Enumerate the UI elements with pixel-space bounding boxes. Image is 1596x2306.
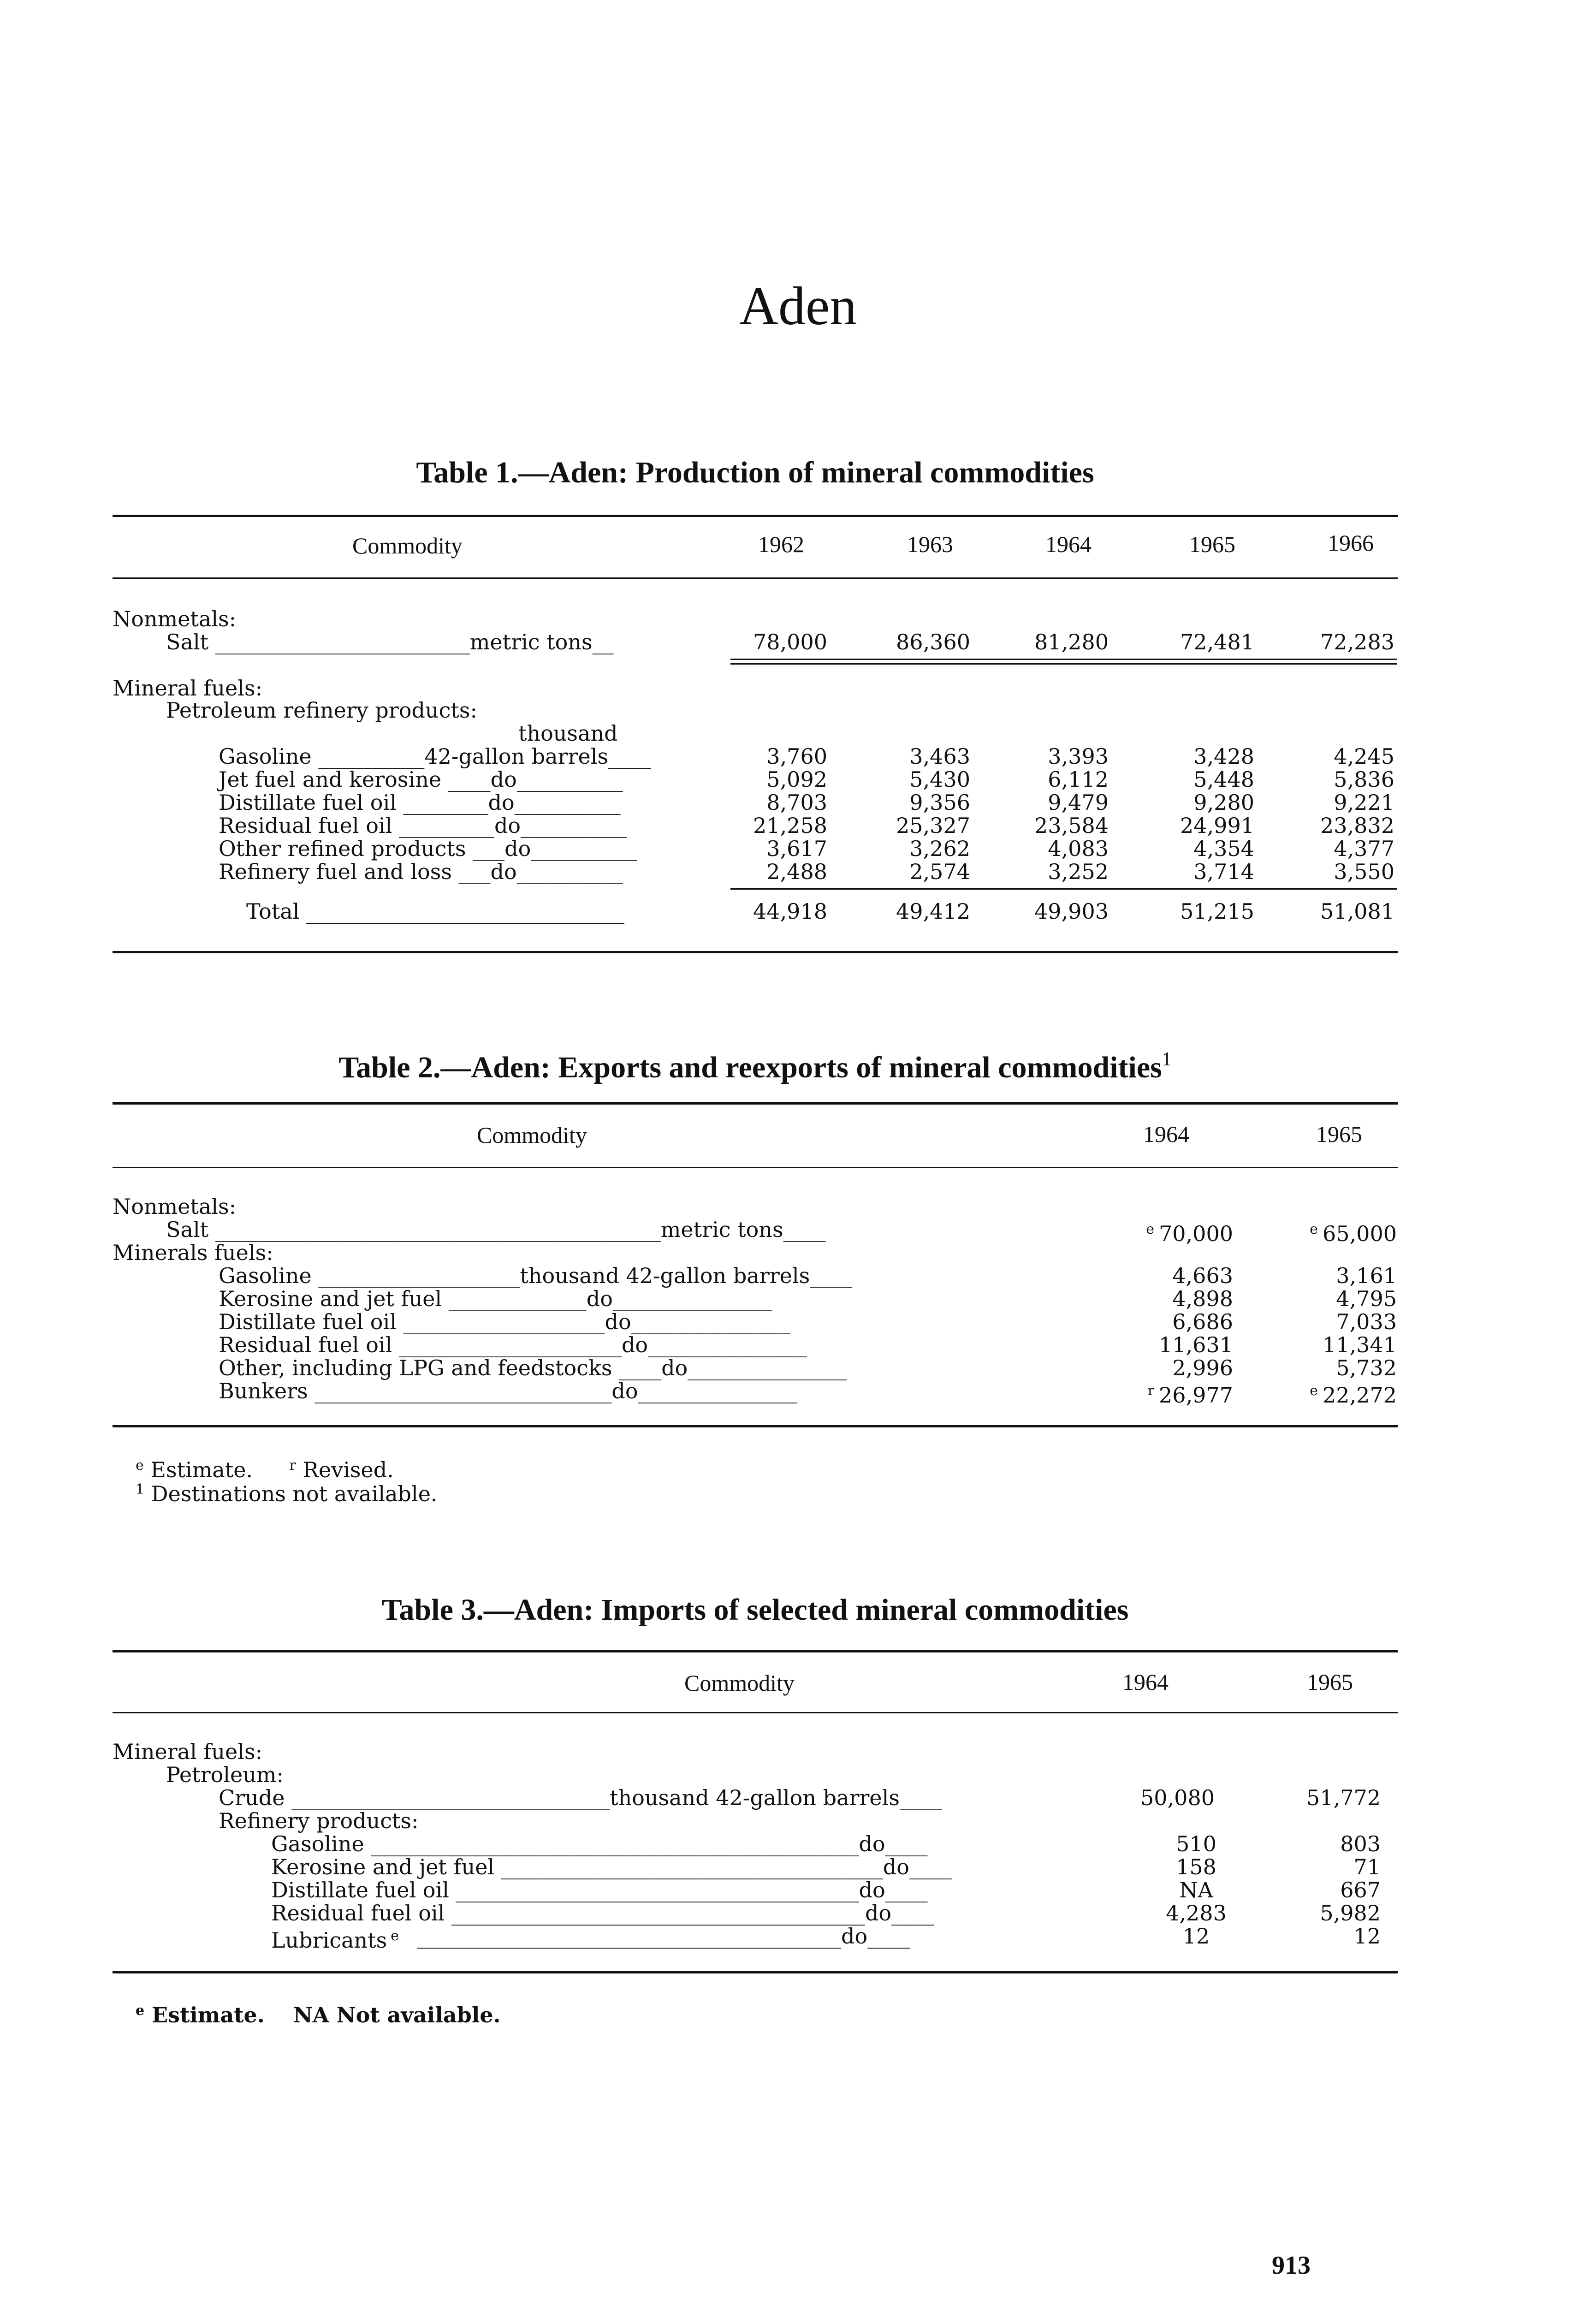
row-label: Petroleum refinery products: <box>166 698 477 723</box>
table-2-bottom-rule <box>113 1425 1398 1427</box>
cell-value: 49,903 <box>1034 899 1109 924</box>
table-row <box>113 1740 1398 1764</box>
table-row <box>113 1855 1398 1879</box>
cell-value: 11,341 <box>1323 1332 1397 1357</box>
row-label-leader: ________________________________________do____ <box>417 1924 910 1949</box>
cell-value: 3,428 <box>1193 744 1254 769</box>
cell-value: NA <box>1179 1878 1213 1902</box>
estimate-flag: e <box>1310 1383 1318 1399</box>
cell-value: 49,412 <box>896 899 970 924</box>
cell-value: 25,327 <box>896 813 970 838</box>
row-label: Nonmetals: <box>113 606 237 631</box>
cell-value: 9,221 <box>1334 790 1394 815</box>
table-1-header-year: 1965 <box>1189 531 1235 557</box>
table-1-header-rule <box>113 577 1398 579</box>
cell-value: 667 <box>1340 1878 1381 1902</box>
cell-value: 2,488 <box>766 859 827 884</box>
estimate-flag: e <box>391 1928 399 1944</box>
table-3-header-commodity: Commodity <box>684 1670 795 1696</box>
table-row <box>113 607 1398 631</box>
table-1-header-year: 1966 <box>1328 530 1374 556</box>
table-row <box>113 1241 1398 1265</box>
row-label: Residual fuel oil _________do__________ <box>219 813 627 838</box>
table-2-header-rule <box>113 1167 1398 1168</box>
cell-value: 6,112 <box>1048 767 1109 792</box>
row-label: Distillate fuel oil ________do__________ <box>219 790 621 815</box>
revised-flag: r <box>1147 1383 1155 1399</box>
row-label: Distillate fuel oil ______________________________________do____ <box>271 1878 928 1902</box>
cell-value: 44,918 <box>753 899 827 924</box>
table-row <box>113 676 1398 700</box>
total-rule <box>730 888 1397 890</box>
table-row <box>113 1832 1398 1856</box>
table-2-caption-text: Table 2.—Aden: Exports and reexports of mineral commodities <box>338 1051 1162 1084</box>
cell-value: 5,836 <box>1334 767 1394 792</box>
cell-value: 4,354 <box>1193 836 1254 861</box>
table-1-bottom-rule <box>113 951 1398 953</box>
table-2-header-year: 1965 <box>1316 1121 1362 1147</box>
cell-value: 24,991 <box>1180 813 1254 838</box>
cell-value: 50,080 <box>1140 1785 1215 1810</box>
cell-value: 5,430 <box>909 767 970 792</box>
cell-value: 5,982 <box>1320 1901 1381 1926</box>
cell-number: 26,977 <box>1159 1383 1233 1408</box>
cell-value <box>1081 1379 1233 1407</box>
cell-number: 22,272 <box>1323 1383 1397 1408</box>
table-1-header-year: 1962 <box>758 531 804 557</box>
row-label: Crude ______________________________thousand 42-gallon barrels____ <box>219 1785 942 1810</box>
row-label: Petroleum: <box>166 1762 284 1787</box>
table-3-header-year: 1965 <box>1307 1669 1353 1695</box>
estimate-flag: e <box>1310 1221 1318 1237</box>
row-label: Gasoline __________42-gallon barrels____ <box>219 744 651 769</box>
row-label: Salt ________________________metric tons__ <box>166 630 614 654</box>
row-label: Refinery fuel and loss ___do__________ <box>219 859 623 884</box>
cell-value: 6,686 <box>1172 1309 1233 1334</box>
table-2-caption-note: 1 <box>1162 1049 1172 1070</box>
table-1-header-year: 1963 <box>907 531 953 557</box>
row-label: Mineral fuels: <box>113 676 263 701</box>
cell-value: 4,377 <box>1334 836 1394 861</box>
table-row <box>113 721 1398 745</box>
cell-value: 4,795 <box>1336 1286 1397 1311</box>
row-label: Bunkers ____________________________do_______________ <box>219 1379 797 1403</box>
cell-value: 11,631 <box>1159 1332 1233 1357</box>
row-label: Distillate fuel oil ___________________do_______________ <box>219 1309 790 1334</box>
salt-underline-double <box>730 663 1397 665</box>
table-1-caption: Table 1.—Aden: Production of mineral commodities <box>416 456 1094 489</box>
table-1 <box>113 452 1398 959</box>
row-label: Mineral fuels: <box>113 1739 263 1764</box>
row-label: Kerosine and jet fuel _____________do_______________ <box>219 1286 772 1311</box>
table-row <box>113 1264 1398 1288</box>
row-label <box>271 1924 403 1952</box>
table-row <box>113 1287 1398 1311</box>
footnote-text: Estimate. <box>150 1457 253 1482</box>
cell-value: 86,360 <box>896 630 970 654</box>
table-row <box>113 1924 1398 1953</box>
table-row <box>113 1878 1398 1902</box>
cell-value: 510 <box>1176 1831 1216 1856</box>
table-3-top-rule <box>113 1650 1398 1652</box>
table-3-bottom-rule <box>113 1971 1398 1973</box>
cell-value: 71 <box>1353 1854 1381 1879</box>
row-label: thousand <box>518 721 618 746</box>
table-1-header-year: 1964 <box>1045 531 1092 557</box>
cell-value: 21,258 <box>753 813 827 838</box>
cell-value: 23,832 <box>1320 813 1394 838</box>
table-row <box>113 1901 1398 1925</box>
table-2-footnote-1 <box>136 1478 438 1506</box>
page-title: Aden <box>739 276 857 336</box>
table-2-top-rule <box>113 1102 1398 1105</box>
cell-value: 3,617 <box>766 836 827 861</box>
cell-value: 51,772 <box>1306 1785 1381 1810</box>
row-label: Nonmetals: <box>113 1194 237 1219</box>
cell-value: 3,463 <box>909 744 970 769</box>
row-label: Other refined products ___do__________ <box>219 836 637 861</box>
cell-value: 2,996 <box>1172 1355 1233 1380</box>
footnote-text: Estimate. <box>152 2003 265 2027</box>
table-row <box>113 1195 1398 1218</box>
cell-value: 4,283 <box>1166 1901 1227 1926</box>
table-row <box>113 1333 1398 1357</box>
table-row <box>113 1786 1398 1810</box>
cell-value: 9,280 <box>1193 790 1254 815</box>
cell-value <box>1242 1379 1397 1407</box>
table-row <box>113 630 1398 654</box>
table-row <box>113 1809 1398 1833</box>
cell-value: 12 <box>1353 1924 1381 1949</box>
row-label: Residual fuel oil _____________________do_______________ <box>219 1332 807 1357</box>
cell-value: 3,550 <box>1334 859 1394 884</box>
cell-value: 51,215 <box>1180 899 1254 924</box>
cell-value: 72,481 <box>1180 630 1254 654</box>
row-label: Salt __________________________________________metric tons____ <box>166 1217 826 1242</box>
footnote-mark: e <box>136 1457 144 1474</box>
cell-value: 803 <box>1340 1831 1381 1856</box>
row-label: Other, including LPG and feedstocks ____do_______________ <box>219 1355 847 1380</box>
cell-value: 8,703 <box>766 790 827 815</box>
table-3-caption: Table 3.—Aden: Imports of selected mineral commodities <box>381 1593 1129 1627</box>
table-row <box>113 698 1398 722</box>
footnote-text: Destinations not available. <box>151 1481 438 1506</box>
lubricants-label-start: Lubricants <box>271 1928 387 1953</box>
table-row <box>113 899 1398 923</box>
cell-value: 3,262 <box>909 836 970 861</box>
row-label: Gasoline ___________________thousand 42-gallon barrels____ <box>219 1263 853 1288</box>
cell-number: 65,000 <box>1323 1221 1397 1246</box>
cell-number: 70,000 <box>1159 1221 1233 1246</box>
page-number: 913 <box>1272 2251 1311 2280</box>
footnote-mark: e <box>136 2003 145 2019</box>
footnote-mark: r <box>289 1457 296 1474</box>
table-row <box>113 790 1398 814</box>
cell-value: 3,252 <box>1048 859 1109 884</box>
row-label: Refinery products: <box>219 1808 419 1833</box>
cell-value: 5,448 <box>1193 767 1254 792</box>
table-1-header-commodity: Commodity <box>352 533 463 559</box>
cell-value: 3,760 <box>766 744 827 769</box>
table-3 <box>113 1582 1398 2034</box>
table-2 <box>113 1042 1398 1517</box>
cell-value: 7,033 <box>1336 1309 1397 1334</box>
cell-value: 2,574 <box>909 859 970 884</box>
cell-value: 12 <box>1182 1924 1210 1949</box>
table-row <box>113 1356 1398 1380</box>
cell-value: 81,280 <box>1034 630 1109 654</box>
table-row <box>113 1310 1398 1334</box>
row-label: Residual fuel oil _______________________________________do____ <box>271 1901 934 1926</box>
footnote-text: Revised. <box>303 1457 394 1482</box>
footnote-text: NA Not available. <box>293 2003 501 2027</box>
cell-value: 5,092 <box>766 767 827 792</box>
cell-value: 158 <box>1176 1854 1216 1879</box>
cell-value: 9,356 <box>909 790 970 815</box>
cell-value: 51,081 <box>1320 899 1394 924</box>
table-row <box>113 744 1398 768</box>
footnote-mark: 1 <box>136 1481 145 1498</box>
cell-value: 3,714 <box>1193 859 1254 884</box>
salt-underline <box>730 659 1397 660</box>
cell-value: 5,732 <box>1336 1355 1397 1380</box>
cell-value: 3,393 <box>1048 744 1109 769</box>
cell-value: 9,479 <box>1048 790 1109 815</box>
table-row <box>113 837 1398 861</box>
row-label: Gasoline ______________________________________________do____ <box>271 1831 928 1856</box>
table-3-header-rule <box>113 1712 1398 1713</box>
cell-value: 23,584 <box>1034 813 1109 838</box>
cell-value: 4,083 <box>1048 836 1109 861</box>
cell-value: 4,245 <box>1334 744 1394 769</box>
table-2-caption <box>113 1050 1398 1083</box>
table-2-header-commodity: Commodity <box>477 1122 587 1148</box>
cell-value: 72,283 <box>1320 630 1394 654</box>
cell-value: 3,161 <box>1336 1263 1397 1288</box>
row-label: Total ______________________________ <box>246 899 625 924</box>
table-row <box>113 767 1398 791</box>
row-label: Jet fuel and kerosine ____do__________ <box>219 767 623 792</box>
cell-value: 4,663 <box>1172 1263 1233 1288</box>
table-row <box>113 1217 1398 1246</box>
row-label: Kerosine and jet fuel ____________________________________do____ <box>271 1854 952 1879</box>
table-2-header-year: 1964 <box>1143 1121 1189 1147</box>
cell-value: 4,898 <box>1172 1286 1233 1311</box>
table-row <box>113 860 1398 884</box>
table-3-footnote <box>136 1999 501 2027</box>
table-row <box>113 1379 1398 1408</box>
table-3-header-year: 1964 <box>1122 1669 1169 1695</box>
cell-value: 78,000 <box>753 630 827 654</box>
estimate-flag: e <box>1146 1221 1155 1237</box>
table-1-top-rule <box>113 515 1398 517</box>
table-row <box>113 814 1398 838</box>
row-label: Minerals fuels: <box>113 1240 273 1265</box>
table-row <box>113 1763 1398 1787</box>
